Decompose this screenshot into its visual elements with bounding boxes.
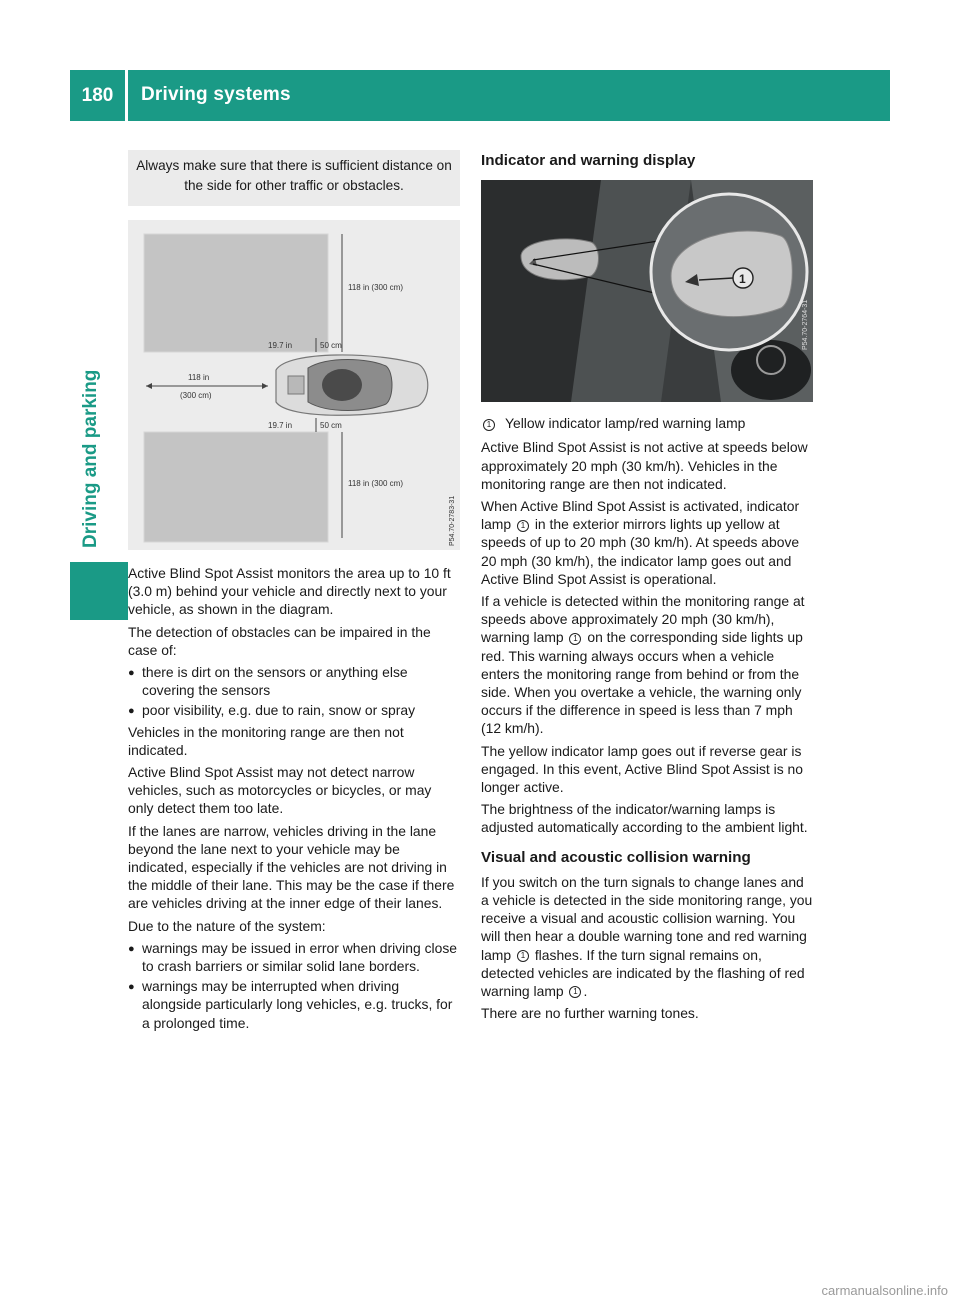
paragraph: The detection of obstacles can be impaired in the case of: [128, 623, 431, 658]
label-rear-range-line1: 118 in [188, 373, 210, 382]
paragraph: The yellow indicator lamp goes out if reverse gear is engaged. In this event, Active Blind Spot Assist is no longer active. [481, 742, 803, 796]
right-column [481, 152, 813, 1027]
paragraph: Active Blind Spot Assist may not detect narrow vehicles, such as motorcycles or bicycles, or may only detect them too late. [128, 764, 432, 817]
bullet-icon: ● [128, 705, 135, 718]
paragraph: The brightness of the indicator/warning lamps is adjusted automatically according to the ambient light. [481, 801, 808, 836]
callout-icon: 1 [483, 419, 495, 431]
paragraph: If you switch on the turn signals to change lanes and a vehicle is detected in the side monitoring range, you receive a visual and acoustic collision warning. You will then hear a double warning tone and red warning lamp 1 flashes. If the turn signal remains on, detected vehicles are indicated by the flashing of red warning lamp 1 . [481, 873, 813, 1000]
paragraph: Active Blind Spot Assist is not active at speeds below approximately 20 mph (30 km/h). Vehicles in the monitoring range are then not indicated. [481, 439, 808, 492]
note-box: Always make sure that there is sufficient distance on the side for other traffic or obstacles. [128, 150, 460, 206]
small-mirror [521, 239, 599, 280]
list-item: ● poor visibility, e.g. due to rain, snow or spray [128, 701, 460, 720]
bullet-icon: ● [128, 981, 135, 994]
page-number: 180 [70, 70, 128, 121]
chapter-side-label [80, 508, 102, 548]
paragraph: If a vehicle is detected within the monitoring range at speeds above approximately 20 mph (30 km/h), warning lamp 1 on the corresponding side lights up red. This warning always occurs when a vehicle enters the monitoring range from behind or from the side. When you overtake a vehicle, the warning only occurs if the difference in speed is less than 7 mph (12 km/h). [481, 593, 805, 737]
mirror-photo-svg [481, 180, 813, 402]
section-heading: Indicator and warning display [481, 152, 696, 169]
paragraph: When Active Blind Spot Assist is activated, indicator lamp 1 in the exterior mirrors lights up yellow at speeds of up to 20 mph (30 km/h). At speeds above 20 mph (30 km/h), the indicator lamp goes out and Active Blind Spot Assist is operational. [481, 498, 800, 587]
paragraph: Vehicles in the monitoring range are then not indicated. [128, 723, 404, 758]
paragraph: If the lanes are narrow, vehicles driving in the lane beyond the lane next to your vehicle may be indicated, especially if the vehicles are not driving in the middle of their lane. This may be the case if there are vehicles driving at the inner edge of their lanes. [128, 822, 455, 912]
callout-icon: 1 [569, 986, 581, 998]
section-title: Driving systems [141, 84, 291, 105]
label-gap-top: 19.7 in [268, 341, 293, 350]
figure-code-left: P54.70-2783-31 [449, 495, 456, 546]
figure-legend [481, 414, 813, 432]
list-item: ● warnings may be issued in error when driving close to crash barriers or similar solid lane borders. [128, 939, 458, 975]
monitoring-range-svg [128, 220, 460, 550]
label-gap-top-cm: 50 cm [320, 341, 342, 350]
label-gap-bottom: 19.7 in [268, 421, 293, 430]
list-item: ● warnings may be interrupted when driving alongside particularly long vehicles, e.g. trucks, for a prolonged time. [128, 978, 453, 1031]
monitoring-range-diagram [128, 220, 460, 550]
left-column [128, 150, 460, 1034]
label-bottom-range: 118 in (300 cm) [348, 479, 403, 488]
label-gap-bottom-cm: 50 cm [320, 421, 342, 430]
monitoring-zone-bottom [144, 432, 328, 542]
mirror-indicator-photo [481, 180, 813, 402]
figure-code-right: P54.70-2764-31 [802, 299, 809, 351]
bullet-icon: ● [128, 667, 135, 680]
paragraph: There are no further warning tones. [481, 1005, 699, 1022]
side-tab-strip [70, 121, 128, 1304]
label-top-range: 118 in (300 cm) [348, 283, 403, 292]
chapter-marker [70, 562, 128, 620]
vehicle-top-view [276, 355, 428, 415]
paragraph: Due to the nature of the system: [128, 917, 326, 934]
callout-icon: 1 [517, 950, 529, 962]
list-item: ● there is dirt on the sensors or anything else covering the sensors [128, 664, 408, 699]
bullet-icon: ● [128, 942, 135, 955]
paragraph: Active Blind Spot Assist monitors the area up to 10 ft (3.0 m) behind your vehicle and directly next to your vehicle, as shown in the diagram. [128, 565, 451, 618]
section-heading: Visual and acoustic collision warning [481, 848, 751, 866]
monitoring-zone-top [144, 234, 328, 352]
label-rear-range-line2: (300 cm) [180, 391, 212, 400]
callout-icon: 1 [517, 520, 529, 532]
callout-icon: 1 [569, 633, 581, 645]
callout-number: 1 [739, 272, 746, 287]
legend-text: Yellow indicator lamp/red warning lamp [505, 415, 746, 432]
watermark: carmanualsonline.info [821, 1283, 948, 1298]
